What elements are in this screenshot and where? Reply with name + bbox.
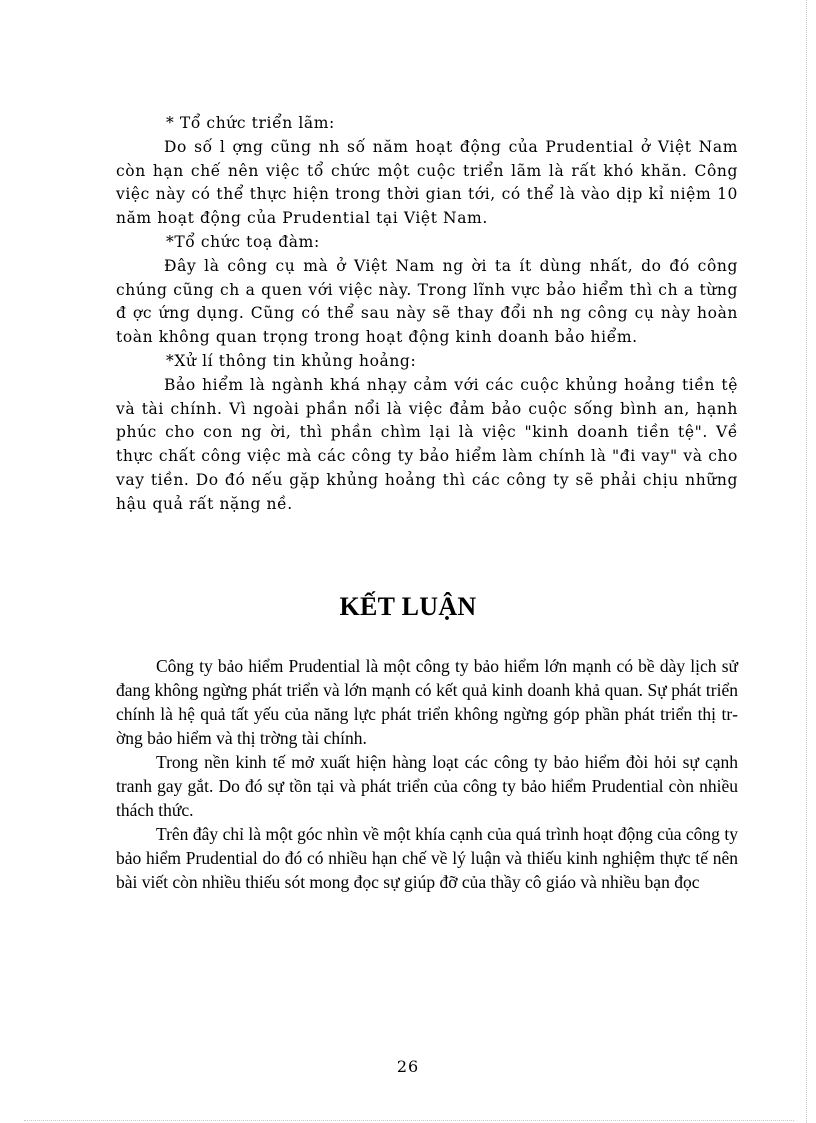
subhead-crisis: *Xử lí thông tin khủng hoảng: bbox=[166, 351, 417, 370]
subhead-seminar: *Tổ chức toạ đàm: bbox=[166, 232, 320, 251]
conclusion-paragraph: Công ty bảo hiểm Prudential là một công ty bảo hiểm lớn mạnh có bề dày lịch sử đang không ngừng phát triển và lớn mạnh có kết quả kinh doanh khả quan. Sự phát triển chính là hệ quả tất yếu của năng lực phát triển không ngừng góp phần phát triển thị trờng bảo hiểm và thị trờng tài chính. bbox=[116, 656, 738, 748]
conclusion-body bbox=[116, 654, 738, 894]
paragraph-crisis: Bảo hiểm là ngành khá nhạy cảm với các cuộc khủng hoảng tiền tệ và tài chính. Vì ngoài phần nổi là việc đảm bảo cuộc sống bình an, hạnh phúc cho con ng ời, thì phần chìm lại là việc "kinh doanh tiền tệ". Về thực chất công việc mà các công ty bảo hiểm làm chính là "đi vay" và cho vay tiền. Do đó nếu gặp khủng hoảng thì các công ty sẽ phải chịu những hậu quả rất nặng nề. bbox=[116, 375, 738, 513]
page-border-bottom bbox=[24, 1120, 794, 1121]
conclusion-paragraph: Trong nền kinh tế mở xuất hiện hàng loạt các công ty bảo hiểm đòi hỏi sự cạnh tranh gay gắt. Do đó sự tồn tại và phát triển của công ty bảo hiểm Prudential còn nhiều thách thức. bbox=[116, 752, 738, 820]
section-promotion-tools bbox=[116, 112, 738, 517]
conclusion-title: KẾT LUẬN bbox=[339, 592, 477, 621]
page-number: 26 bbox=[396, 1057, 420, 1076]
subhead-exhibition: * Tổ chức triển lãm: bbox=[166, 114, 335, 132]
page-border-right bbox=[806, 0, 807, 1123]
paragraph-seminar: Đây là công cụ mà ở Việt Nam ng ời ta ít dùng nhất, do đó công chúng cũng ch a quen với việc này. Trong lĩnh vực bảo hiểm thì ch a từng đ ợc ứng dụng. Cũng có thể sau này sẽ thay đổi nh ng công cụ này hoàn toàn không quan trọng trong hoạt động kinh doanh bảo hiểm. bbox=[116, 256, 738, 347]
paragraph-exhibition: Do số l ợng cũng nh số năm hoạt động của Prudential ở Việt Nam còn hạn chế nên việc tổ chức một cuộc triển lãm là rất khó khăn. Công việc này có thể thực hiện trong thời gian tới, có thể là vào dịp kỉ niệm 10 năm hoạt động của Prudential tại Việt Nam. bbox=[116, 137, 738, 228]
conclusion-paragraph: Trên đây chỉ là một góc nhìn về một khía cạnh của quá trình hoạt động của công ty bảo hiểm Prudential do đó có nhiều hạn chế về lý luận và thiếu kinh nghiệm thực tế nên bài viết còn nhiều thiếu sót mong đọc sự giúp đỡ của thầy cô giáo và nhiều bạn đọc bbox=[116, 824, 738, 892]
